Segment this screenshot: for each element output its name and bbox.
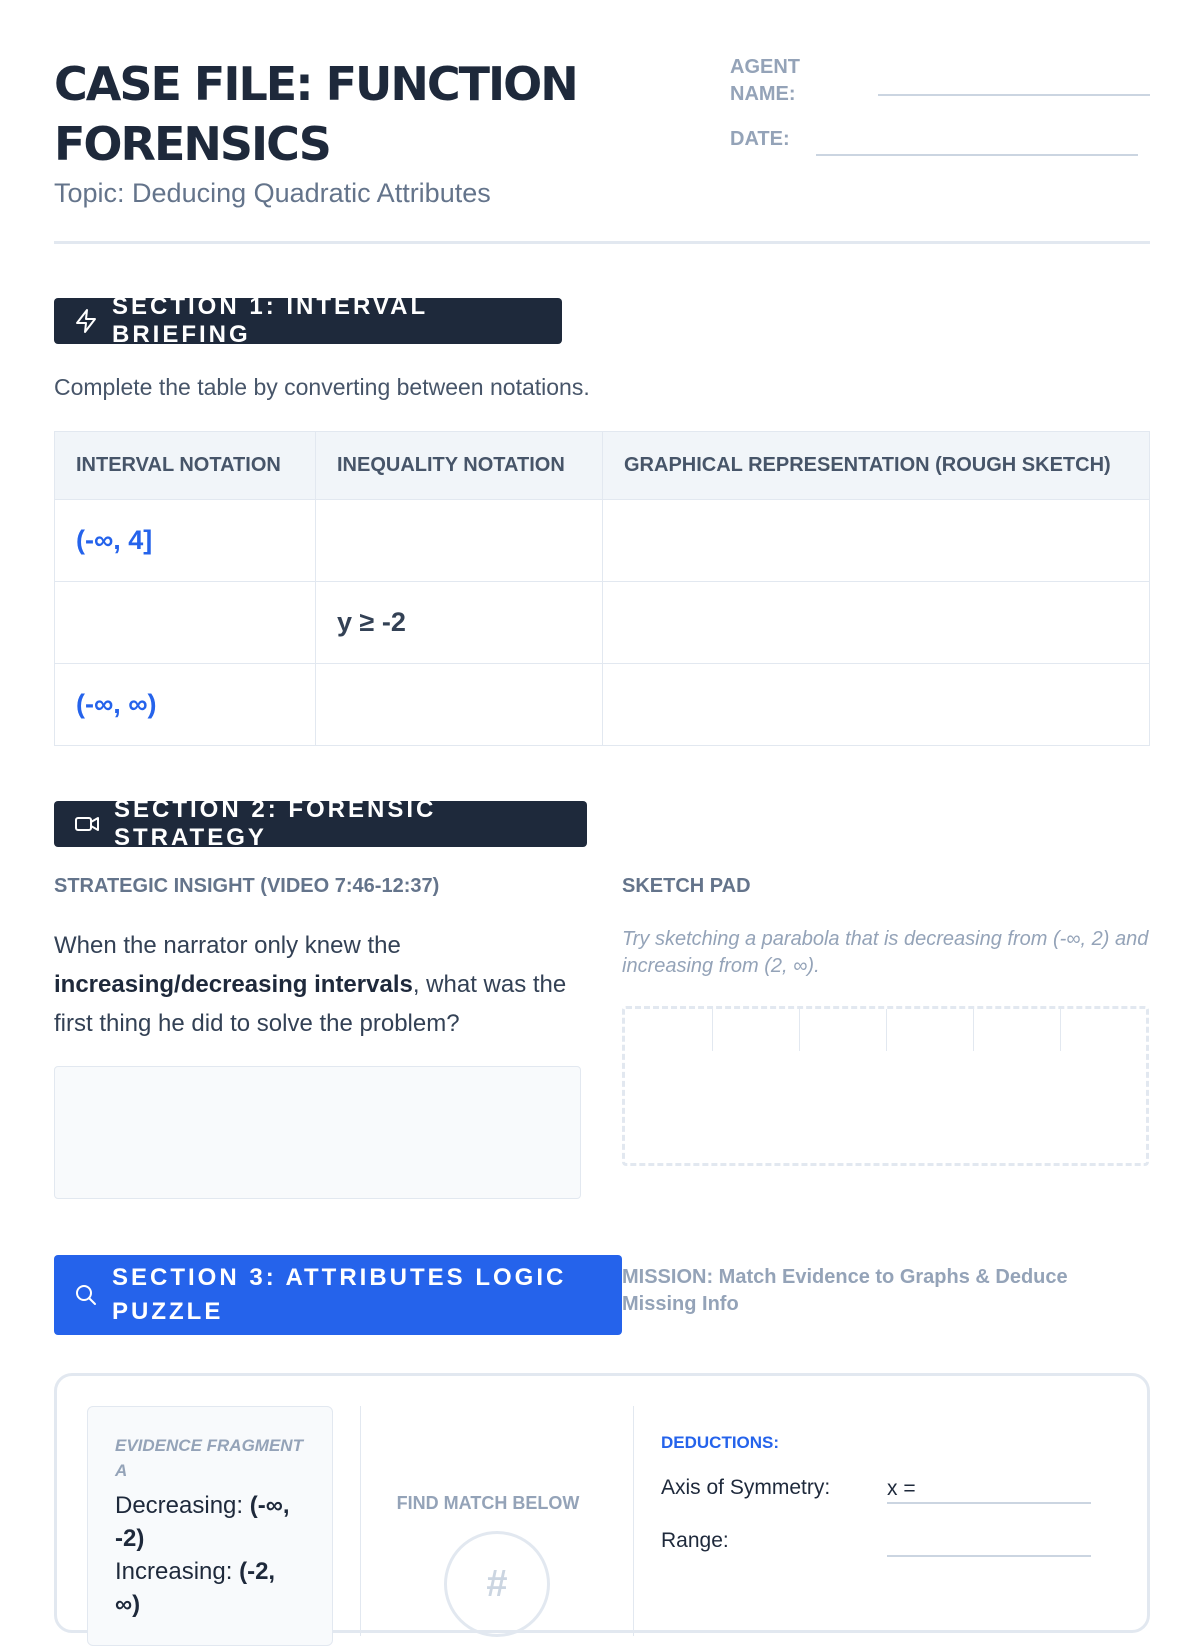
- column-divider: [360, 1406, 361, 1636]
- inequality-cell[interactable]: [316, 500, 603, 582]
- table-row: [55, 500, 1150, 582]
- grid-tick: [886, 1009, 887, 1051]
- section-1-heading: [54, 293, 562, 348]
- find-match-label: FIND MATCH BELOW: [396, 1493, 580, 1513]
- strategic-insight-label: STRATEGIC INSIGHT (VIDEO 7:46-12:37): [54, 875, 440, 897]
- column-header: INTERVAL NOTATION: [55, 432, 316, 500]
- deductions-title: DEDUCTIONS:: [661, 1433, 780, 1452]
- page-title: CASE FILE: FUNCTION FORENSICS: [54, 57, 577, 171]
- page-topic: Topic: Deducing Quadratic Attributes: [54, 178, 491, 208]
- date-field[interactable]: [816, 154, 1138, 156]
- question-emphasis: increasing/decreasing intervals: [54, 971, 413, 998]
- interval-cell[interactable]: (-∞, ∞): [55, 664, 316, 746]
- increasing-value: (-2, ∞): [115, 1558, 276, 1618]
- column-header: INEQUALITY NOTATION: [316, 432, 603, 500]
- graph-cell[interactable]: [603, 582, 1150, 664]
- increasing-interval: [115, 1555, 305, 1621]
- axis-of-symmetry-field[interactable]: [887, 1474, 1091, 1504]
- page-header: [54, 54, 1150, 244]
- mission-text: MISSION: Match Evidence to Graphs & Deduce Missing Info: [622, 1266, 1068, 1315]
- strategy-answer-box[interactable]: [54, 1066, 581, 1199]
- match-number-circle[interactable]: #: [444, 1531, 550, 1637]
- sketch-hint: Try sketching a parabola that is decreasing from (-∞, 2) and increasing from (2, ∞).: [622, 928, 1149, 977]
- grid-tick: [799, 1009, 800, 1051]
- column-header: GRAPHICAL REPRESENTATION (ROUGH SKETCH): [603, 432, 1150, 500]
- agent-name-label: AGENT NAME:: [730, 56, 800, 105]
- grid-tick: [712, 1009, 713, 1051]
- sketch-pad-label: SKETCH PAD: [622, 875, 751, 897]
- inequality-cell[interactable]: y ≥ -2: [316, 582, 603, 664]
- graph-cell[interactable]: [603, 664, 1150, 746]
- question-text: When the narrator only knew the: [54, 932, 401, 959]
- decreasing-value: (-∞, -2): [115, 1492, 290, 1552]
- question-text: , what was the first thing he did to solve the problem?: [54, 971, 567, 1037]
- graph-cell[interactable]: [603, 500, 1150, 582]
- table-header-row: [55, 432, 1150, 500]
- decreasing-interval: [115, 1489, 305, 1555]
- video-camera-icon: [74, 814, 100, 834]
- section-3-title: SECTION 3: ATTRIBUTES LOGIC PUZZLE: [112, 1264, 567, 1325]
- range-field[interactable]: [887, 1527, 1091, 1557]
- evidence-label: EVIDENCE FRAGMENT A: [115, 1436, 303, 1480]
- grid-tick: [973, 1009, 974, 1051]
- sketch-pad[interactable]: [622, 1006, 1149, 1166]
- magnifier-icon: [74, 1283, 98, 1307]
- agent-name-field[interactable]: [878, 94, 1150, 96]
- grid-tick: [1060, 1009, 1061, 1051]
- section-2-title: SECTION 2: FORENSIC STRATEGY: [114, 796, 437, 851]
- date-label: DATE:: [730, 128, 790, 150]
- evidence-fragment-card: [87, 1406, 333, 1646]
- interval-cell[interactable]: [55, 582, 316, 664]
- column-divider: [633, 1406, 634, 1636]
- section-1-instruction: Complete the table by converting between notations.: [54, 374, 590, 400]
- notation-table: [54, 431, 1150, 746]
- table-row: [55, 582, 1150, 664]
- decreasing-label: Decreasing:: [115, 1492, 244, 1519]
- section-2-heading: [54, 796, 587, 851]
- strategy-question: [54, 926, 584, 1043]
- inequality-cell[interactable]: [316, 664, 603, 746]
- axis-prefix: x =: [887, 1477, 916, 1500]
- axis-of-symmetry-label: Axis of Symmetry:: [661, 1476, 831, 1499]
- increasing-label: Increasing:: [115, 1558, 233, 1585]
- interval-cell[interactable]: (-∞, 4]: [55, 500, 316, 582]
- section-1-title: SECTION 1: INTERVAL BRIEFING: [112, 293, 428, 348]
- range-label: Range:: [661, 1529, 729, 1552]
- section-3-heading: [54, 1255, 622, 1335]
- table-row: [55, 664, 1150, 746]
- logic-puzzle-card: [54, 1373, 1150, 1633]
- lightning-icon: [74, 308, 98, 334]
